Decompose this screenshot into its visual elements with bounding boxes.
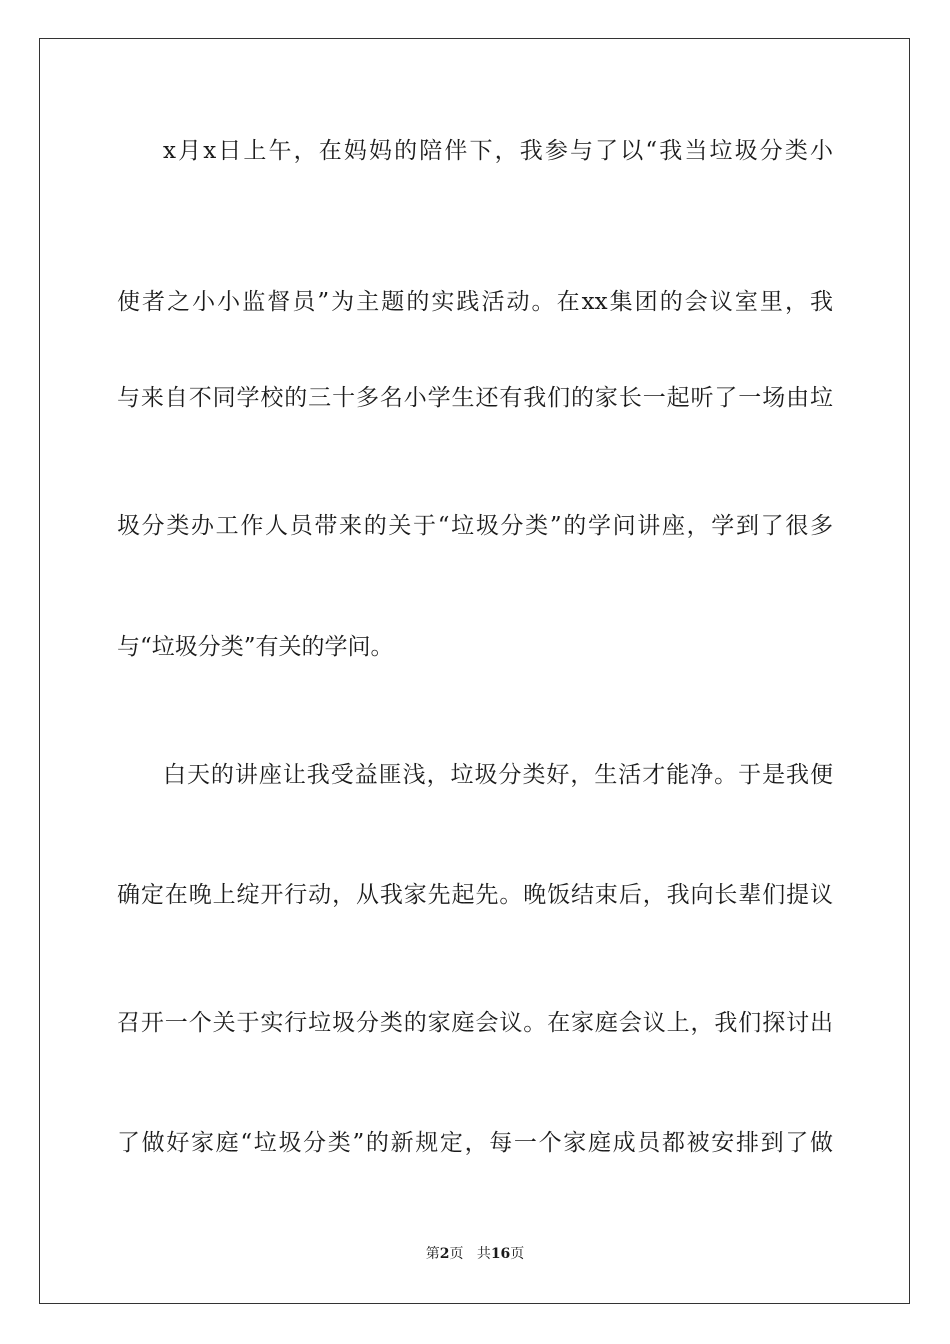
footer-page-prefix: 第 (425, 1246, 440, 1262)
paragraph-1-line-3: 与来自不同学校的三十多名小学生还有我们的家长一起听了一场由垃 (117, 385, 833, 411)
footer-total-pages: 16 (490, 1246, 511, 1262)
paragraph-2-line-1: 白天的讲座让我受益匪浅，垃圾分类好，生活才能净。于是我便 (163, 762, 833, 788)
page-border (39, 38, 910, 1304)
paragraph-1-line-4: 圾分类办工作人员带来的关于“垃圾分类”的学问讲座，学到了很多 (117, 513, 833, 539)
paragraph-1-line-5: 与“垃圾分类”有关的学问。 (117, 634, 394, 660)
page-footer (0, 1245, 950, 1263)
footer-total-prefix: 共 (476, 1246, 491, 1262)
paragraph-1-line-1: x月x日上午，在妈妈的陪伴下，我参与了以“我当垃圾分类小 (163, 138, 833, 164)
footer-total-suffix: 页 (510, 1246, 525, 1262)
footer-page-number: 2 (439, 1246, 450, 1262)
paragraph-2-line-3: 召开一个关于实行垃圾分类的家庭会议。在家庭会议上，我们探讨出 (117, 1010, 833, 1036)
paragraph-2-line-2: 确定在晚上绽开行动，从我家先起先。晚饭结束后，我向长辈们提议 (117, 882, 833, 908)
paragraph-1-line-2: 使者之小小监督员”为主题的实践活动。在xx集团的会议室里，我 (117, 289, 833, 315)
footer-page-suffix: 页 (449, 1246, 464, 1262)
paragraph-2-line-4: 了做好家庭“垃圾分类”的新规定，每一个家庭成员都被安排到了做 (117, 1130, 833, 1156)
